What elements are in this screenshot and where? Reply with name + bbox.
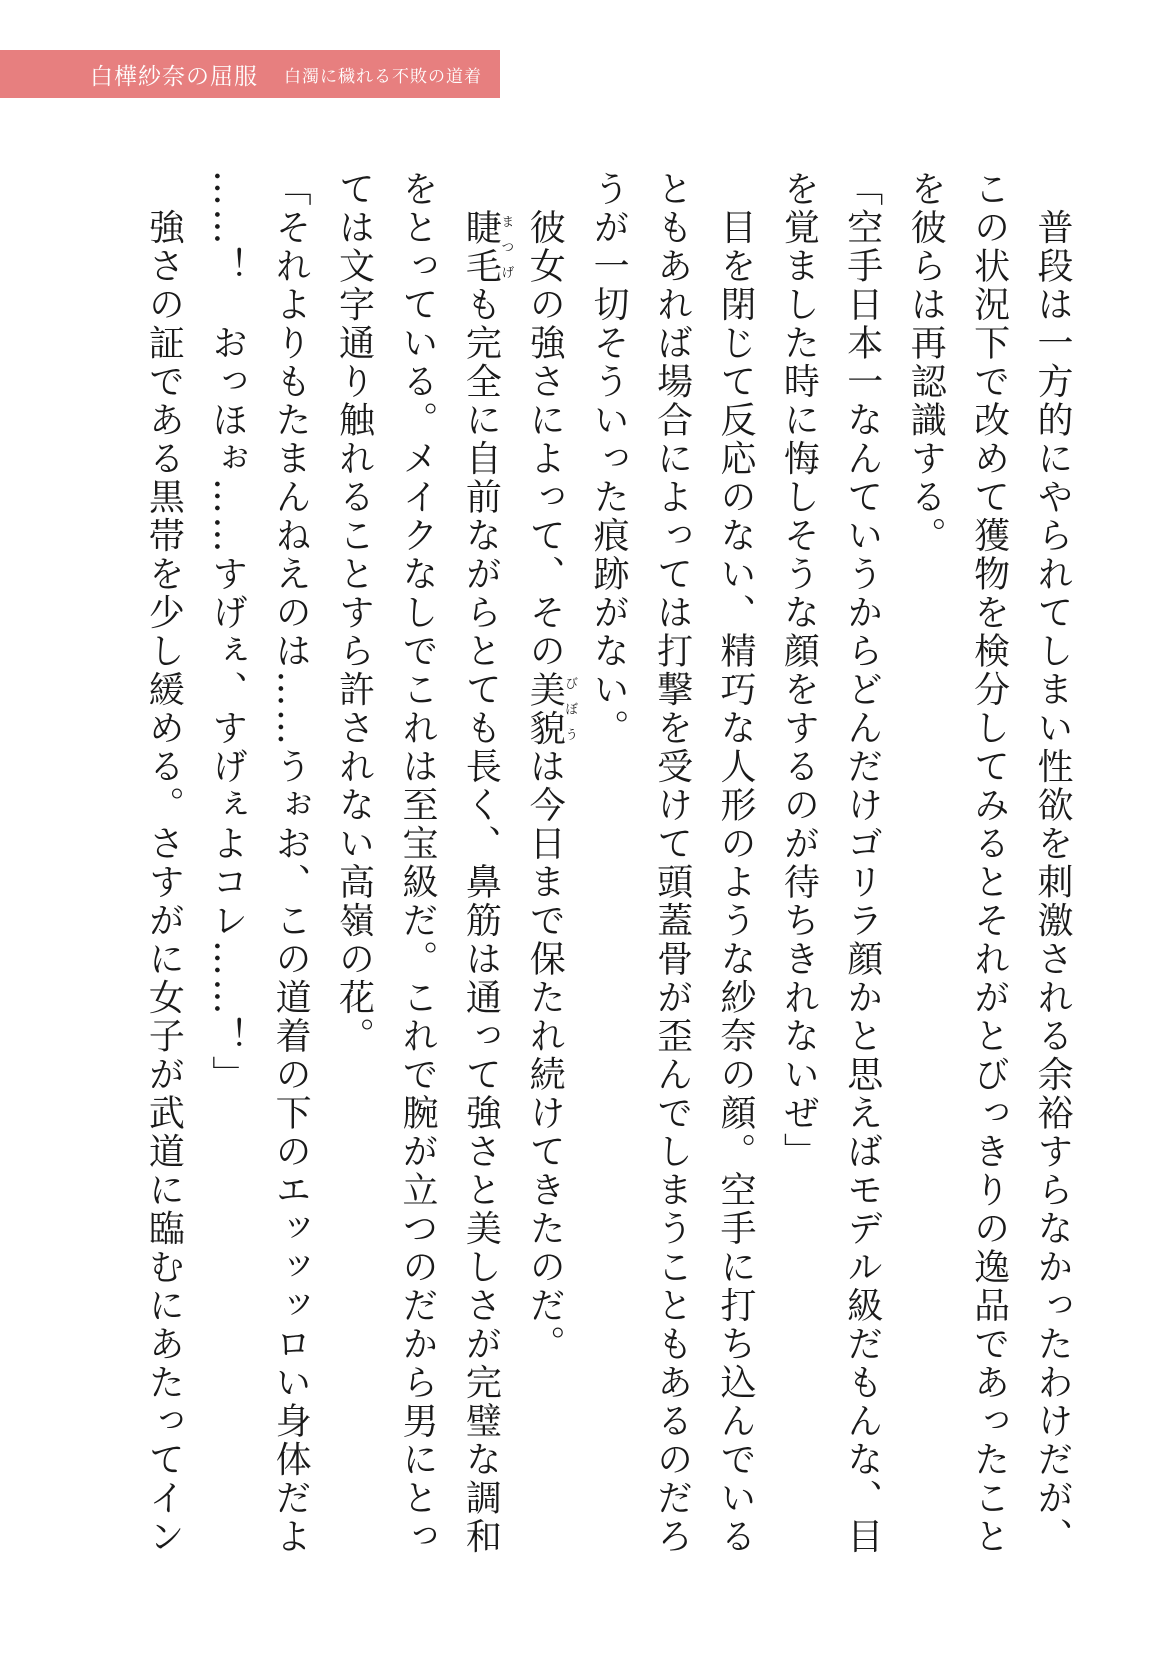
text-line: 普段は一方的にやられてしまい性欲を刺激される余裕すらなかったわけだが、 (1032, 170, 1073, 1556)
paragraph (767, 170, 894, 1630)
text-line: 彼女の強さによって、その美貌びぼうは今日まで保たれ続けてきたのだ。 (524, 170, 578, 1364)
furigana-ruby: 睫毛まつげ (460, 208, 514, 286)
text-line: ……！ おっほぉ……すげぇ、すげぇよコレ……！」 (206, 170, 248, 1094)
furigana-ruby: 美貌びぼう (524, 670, 578, 748)
text-line: ともあれば場合によっては打撃を受けて頭蓋骨が歪んでしまうこともあるのだろ (651, 170, 693, 1556)
text-line: うが一切そういった痕跡がない。 (588, 170, 630, 748)
chapter-title: 白濁に穢れる不敗の道着 (284, 66, 482, 87)
header-band (0, 50, 500, 98)
text-line: 睫毛まつげも完全に自前ながらとても長く、鼻筋は通って強さと美しさが完璧な調和 (460, 208, 514, 1556)
text-line: 目を閉じて反応のない、精巧な人形のような紗奈の顔。空手に打ち込んでいる (714, 170, 756, 1556)
paragraph (577, 170, 767, 1630)
text-line: 「それよりもたまんねえのは……うぉお、この道着の下のエッッッロい身体だよ (270, 170, 312, 1556)
text-line: 「空手日本一なんていうからどんだけゴリラ顔かと思えばモデル級だもんな、目 (841, 170, 883, 1556)
furigana-reading: まつげ (498, 208, 514, 286)
text-line: この状況下で改めて獲物を検分してみるとそれがとびっきりの逸品であったこと (968, 170, 1010, 1556)
book-title: 白樺紗奈の屈服 (90, 63, 258, 90)
paragraph (894, 170, 1084, 1630)
paragraph (132, 170, 195, 1630)
paragraph (322, 170, 577, 1630)
text-line: 強さの証である黒帯を少し緩める。さすがに女子が武道に臨むにあたってイン (143, 170, 185, 1556)
text-line: を覚ました時に悔しそうな顔をするのが待ちきれないぜ」 (778, 170, 820, 1171)
text-line: を彼らは再認識する。 (905, 170, 947, 555)
furigana-reading: びぼう (562, 670, 578, 748)
body-text (132, 170, 1084, 1630)
paragraph (195, 170, 322, 1630)
text-line: をとっている。メイクなしでこれは至宝級だ。これで腕が立つのだから男にとっ (396, 170, 438, 1556)
text-line: ては文字通り触れることすら許されない高嶺の花。 (333, 170, 375, 1056)
